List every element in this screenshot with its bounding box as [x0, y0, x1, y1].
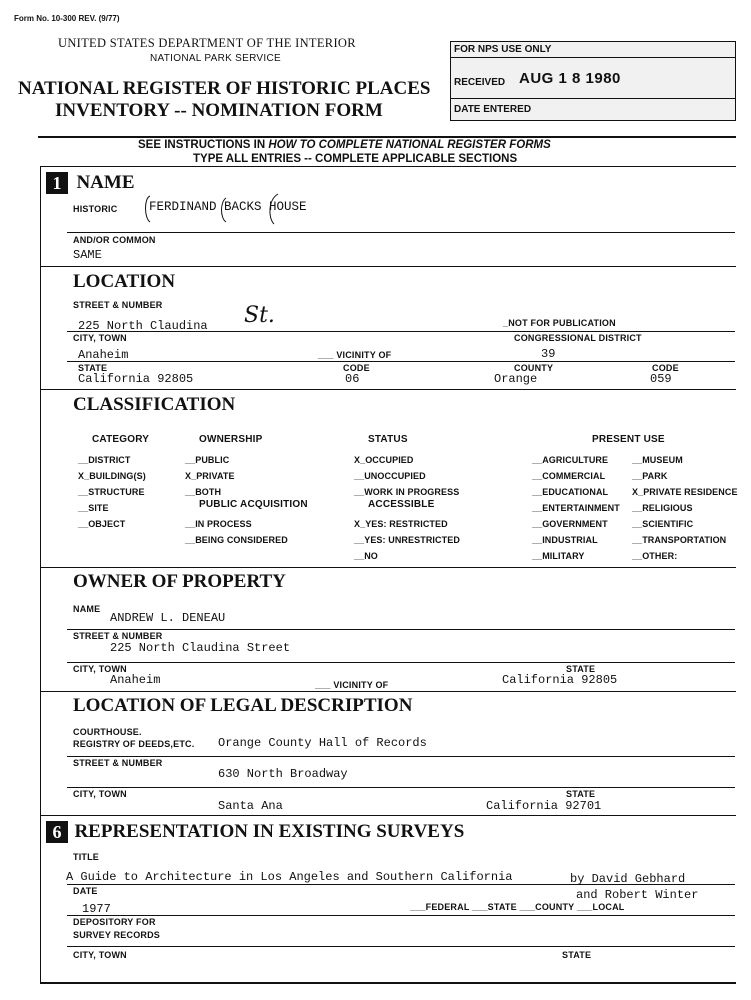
section4-title: OWNER OF PROPERTY — [73, 571, 286, 592]
county-label: COUNTY — [514, 363, 554, 373]
present-use-option[interactable]: __COMMERCIAL — [532, 471, 606, 481]
owner-name-value: ANDREW L. DENEAU — [110, 611, 226, 625]
section1-header — [46, 172, 135, 194]
section-number-6: 6 — [46, 821, 68, 843]
present-use-option[interactable]: __ENTERTAINMENT — [532, 503, 620, 513]
category-option[interactable]: __SITE — [78, 503, 109, 513]
owner-state-label: STATE — [566, 664, 596, 674]
location-street-label: STREET & NUMBER — [73, 300, 163, 310]
nps-box-title: FOR NPS USE ONLY — [454, 44, 552, 55]
survey-city-label: CITY, TOWN — [73, 950, 127, 960]
section6-title: REPRESENTATION IN EXISTING SURVEYS — [74, 821, 465, 842]
survey-title-value: A Guide to Architecture in Los Angeles and Southern California — [66, 870, 513, 884]
section3-title: CLASSIFICATION — [73, 394, 236, 415]
location-street-value: 225 North Claudina — [78, 319, 208, 333]
nps-use-box — [450, 41, 736, 121]
form-title-line1: NATIONAL REGISTER OF HISTORIC PLACES — [18, 78, 431, 99]
instructions-prefix: SEE INSTRUCTIONS IN — [138, 139, 269, 151]
present-use-header: PRESENT USE — [592, 434, 665, 445]
owner-city-value: Anaheim — [110, 673, 161, 687]
ownership-option[interactable]: X_PRIVATE — [185, 471, 235, 481]
survey-author-value: by David Gebhard — [570, 872, 686, 886]
section5-title: LOCATION OF LEGAL DESCRIPTION — [73, 695, 413, 716]
status-header: STATUS — [368, 434, 408, 445]
category-option[interactable]: __OBJECT — [78, 519, 126, 529]
accessible-option[interactable]: X_YES: RESTRICTED — [354, 519, 448, 529]
county-value: Orange — [494, 372, 538, 386]
present-use-option[interactable]: __OTHER: — [632, 551, 678, 561]
ownership-option[interactable]: __BOTH — [185, 487, 222, 497]
ownership-list — [185, 452, 235, 500]
location-vicinity-label: ___ VICINITY OF — [318, 350, 392, 360]
courthouse-label: COURTHOUSE. — [73, 727, 142, 737]
legal-street-value: 630 North Broadway — [218, 767, 348, 781]
public-acquisition-header: PUBLIC ACQUISITION — [199, 499, 308, 510]
status-option[interactable]: X_OCCUPIED — [354, 455, 414, 465]
status-option[interactable]: __WORK IN PROGRESS — [354, 487, 460, 497]
section1-title: NAME — [76, 172, 135, 193]
present-use-col1 — [532, 452, 620, 564]
legal-city-label: CITY, TOWN — [73, 789, 127, 799]
category-option[interactable]: __DISTRICT — [78, 455, 131, 465]
congressional-district-label: CONGRESSIONAL DISTRICT — [514, 333, 642, 343]
owner-state-value: California 92805 — [502, 673, 618, 687]
ownership-option[interactable]: __PUBLIC — [185, 455, 230, 465]
instructions-line2: TYPE ALL ENTRIES -- COMPLETE APPLICABLE SECTIONS — [193, 153, 518, 165]
owner-street-label: STREET & NUMBER — [73, 631, 163, 641]
legal-state-label: STATE — [566, 789, 596, 799]
section6-header — [46, 821, 464, 843]
depository-label1: DEPOSITORY FOR — [73, 917, 156, 927]
common-name-label: AND/OR COMMON — [73, 235, 156, 245]
instructions-line1 — [138, 139, 551, 151]
courthouse-value: Orange County Hall of Records — [218, 736, 427, 750]
survey-title-label: TITLE — [73, 852, 99, 862]
section-number-1: 1 — [46, 172, 68, 194]
historic-name-value: FERDINAND BACKS HOUSE — [149, 200, 307, 214]
owner-street-value: 225 North Claudina Street — [110, 641, 291, 655]
present-use-option[interactable]: __SCIENTIFIC — [632, 519, 694, 529]
location-state-label: STATE — [78, 363, 108, 373]
survey-levels: ___FEDERAL ___STATE ___COUNTY ___LOCAL — [410, 902, 625, 912]
status-option[interactable]: __UNOCCUPIED — [354, 471, 426, 481]
survey-author-value2: and Robert Winter — [576, 888, 699, 902]
present-use-option[interactable]: __RELIGIOUS — [632, 503, 693, 513]
accessible-option[interactable]: __NO — [354, 551, 378, 561]
survey-date-value: 1977 — [82, 902, 111, 916]
instructions-emphasis: HOW TO COMPLETE NATIONAL REGISTER FORMS — [268, 139, 551, 151]
handwritten-brackets — [138, 188, 318, 228]
location-state-value: California 92805 — [78, 372, 194, 386]
state-code-value: 06 — [345, 372, 360, 386]
common-name-value: SAME — [73, 248, 102, 262]
county-code-value: 059 — [650, 372, 672, 386]
legal-city-value: Santa Ana — [218, 799, 283, 813]
present-use-option[interactable]: __EDUCATIONAL — [532, 487, 609, 497]
service-name: NATIONAL PARK SERVICE — [150, 53, 281, 64]
legal-state-value: California 92701 — [486, 799, 602, 813]
not-for-publication: _NOT FOR PUBLICATION — [503, 318, 616, 328]
accessible-option[interactable]: __YES: UNRESTRICTED — [354, 535, 460, 545]
present-use-option[interactable]: __MILITARY — [532, 551, 585, 561]
historic-label: HISTORIC — [73, 204, 118, 214]
owner-city-label: CITY, TOWN — [73, 664, 127, 674]
present-use-option[interactable]: __INDUSTRIAL — [532, 535, 598, 545]
acquisition-list — [185, 516, 288, 548]
date-entered-label: DATE ENTERED — [454, 104, 532, 115]
owner-name-label: NAME — [73, 604, 101, 614]
handwritten-street-note: St. — [244, 303, 275, 328]
form-title-line2: INVENTORY -- NOMINATION FORM — [55, 100, 383, 121]
accessible-list — [354, 516, 460, 564]
survey-date-label: DATE — [73, 886, 98, 896]
category-option[interactable]: X_BUILDING(S) — [78, 471, 146, 481]
county-code-label: CODE — [652, 363, 679, 373]
depository-label2: SURVEY RECORDS — [73, 930, 160, 940]
survey-state-label: STATE — [562, 950, 592, 960]
acquisition-option[interactable]: __BEING CONSIDERED — [185, 535, 288, 545]
category-option[interactable]: __STRUCTURE — [78, 487, 145, 497]
acquisition-option[interactable]: __IN PROCESS — [185, 519, 252, 529]
present-use-option[interactable]: __GOVERNMENT — [532, 519, 608, 529]
present-use-col2 — [632, 452, 738, 564]
present-use-option[interactable]: __MUSEUM — [632, 455, 683, 465]
present-use-option[interactable]: X_PRIVATE RESIDENCE — [632, 487, 738, 497]
present-use-option[interactable]: __TRANSPORTATION — [632, 535, 727, 545]
congressional-district-value: 39 — [541, 347, 556, 361]
category-list — [78, 452, 146, 532]
department-name: UNITED STATES DEPARTMENT OF THE INTERIOR — [58, 36, 356, 50]
received-stamp: AUG 1 8 1980 — [519, 70, 621, 87]
location-city-value: Anaheim — [78, 348, 129, 362]
location-city-label: CITY, TOWN — [73, 333, 127, 343]
accessible-header: ACCESSIBLE — [368, 499, 435, 510]
owner-vicinity-label: ___ VICINITY OF — [315, 680, 389, 690]
status-list — [354, 452, 459, 500]
ownership-header: OWNERSHIP — [199, 434, 263, 445]
form-number: Form No. 10-300 REV. (9/77) — [14, 14, 120, 23]
section2-title: LOCATION — [73, 271, 176, 292]
received-label: RECEIVED — [454, 77, 506, 88]
registry-label: REGISTRY OF DEEDS,ETC. — [73, 739, 195, 749]
present-use-option[interactable]: __PARK — [632, 471, 668, 481]
category-header: CATEGORY — [92, 434, 150, 445]
state-code-label: CODE — [343, 363, 370, 373]
present-use-option[interactable]: __AGRICULTURE — [532, 455, 609, 465]
legal-street-label: STREET & NUMBER — [73, 758, 163, 768]
